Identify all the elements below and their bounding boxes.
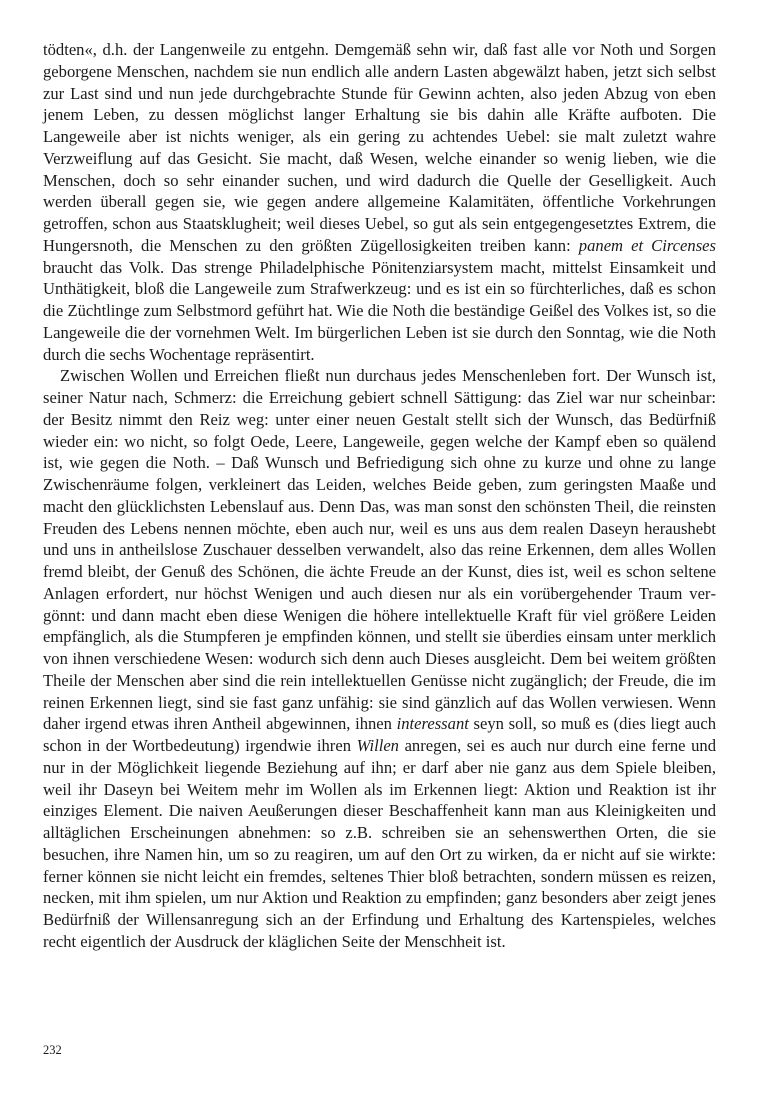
paragraph-2-italic-word-2: Willen: [356, 736, 399, 755]
page-number: 232: [43, 1043, 62, 1057]
paragraph-1-italic-phrase: panem et Circenses: [578, 235, 716, 255]
body-text: [43, 39, 716, 953]
paragraph-2-text-2: seyn soll, so muß es (dies liegt auch schon in der Wortbedeutung) irgendwie ihren: [43, 714, 716, 755]
paragraph-2-italic-word-1: interessant: [396, 714, 469, 734]
paragraph-1-text-1: tödten«, d.h. der Langenweile zu entgehn. Demgemäß sehn wir, daß fast alle vor Noth und Sorgen geborgene Menschen, nachdem sie nun endlich alle andern Lasten abgewälzt haben, jetzt sich selbst zur Last sind und nun jede durchgebrachte Stunde für Gewinn achten, also jeden Abzug von eben jenem Leben, zu dessen möglichst langer Erhaltung sie bis dahin alle Kräfte aufboten. Die Langeweile aber ist nichts weniger, als ein gering zu achtendes Uebel: sie malt zuletzt wahre Verzweiflung auf das Gesicht. Sie macht, daß Wesen, welche einander so wenig lieben, wie die Menschen, doch so sehr einander suchen, und wird dadurch die Quelle der Geselligkeit. Auch werden überall gegen sie, wie gegen andere allgemeine Kalamitäten, öffentliche Vorkehrungen getroffen, schon aus Staatsklugheit; weil dieses Uebel, so gut als sein entgegengesetztes Extrem, die Hungersnoth, die Menschen zu den größten Zügellosigkeiten treiben kann:: [43, 40, 716, 255]
paragraph-2: [43, 365, 716, 952]
paragraph-1-text-2: braucht das Volk. Das strenge Philadelphische Pönitenziarsystem macht, mittelst Einsamkeit und Unthätigkeit, bloß die Langeweile zum Strafwerkzeug: und es ist ein so fürchterliches, daß es schon die Züchtlinge zum Selbstmord geführt hat. Wie die Noth die beständige Geißel des Volkes ist, so die Langeweile die der vornehmen Welt. Im bürgerlichen Leben ist sie durch den Sonntag, wie die Noth durch die sechs Wochentage repräsentirt.: [43, 257, 716, 364]
paragraph-2-text-1: Zwischen Wollen und Erreichen fließt nun durchaus jedes Menschenleben fort. Der Wunsch ist, seiner Natur nach, Schmerz: die Erreichung gebiert schnell Sättigung: das Ziel war nur scheinbar: der Besitz nimmt den Reiz weg: unter einer neuen Gestalt stellt sich der Wunsch, das Bedürfniß wieder ein: wo nicht, so folgt Oede, Leere, Langeweile, gegen welche der Kampf eben so quälend ist, wie gegen die Noth. – Daß Wunsch und Befriedigung sich ohne zu kurze und ohne zu lange Zwischenräume folgen, verkleinert das Leiden, welches Beide geben, zum geringsten Maaße und macht den glücklichsten Lebenslauf aus. Denn Das, was man sonst den schönsten Theil, die reinsten Freuden des Lebens nennen möchte, eben auch nur, weil es uns aus dem realen Daseyn heraushebt und uns in antheilslose Zuschauer desselben verwandelt, also das reine Erkennen, dem alles Wollen fremd bleibt, der Genuß des Schönen, die ächte Freude an der Kunst, dies ist, weil es schon seltene Anlagen erfordert, nur höchst Wenigen und auch diesen nur als ein vorübergehender Traum vergönnt: und dann macht eben diese Wenigen die höhere intellektuelle Kraft für viel größere Leiden empfänglich, als die Stumpferen je empfinden können, und stellt sie überdies einsam unter merklich von ihnen verschiedene Wesen: wodurch sich denn auch Dieses ausgleicht. Dem bei weitem größten Theile der Menschen aber sind die rein intellektuellen Genüsse nicht zugänglich; der Freude, die im reinen Erkennen liegt, sind sie fast ganz unfähig: sie sind gänzlich auf das Wollen verwiesen. Wenn daher irgend etwas ihren Antheil abgewinnen, ihnen: [43, 366, 716, 734]
paragraph-2-text-3: anregen, sei es auch nur durch eine ferne und nur in der Möglichkeit liegende Beziehung auf ihn; er darf aber nie ganz aus dem Spiele bleiben, weil ihr Daseyn bei Weitem mehr im Wollen als im Erkennen liegt: Aktion und Reaktion ist ihr einziges Element. Die naiven Aeußerungen dieser Beschaffenheit kann man aus Kleinigkeiten und alltäglichen Erscheinungen abnehmen: so z.B. schreiben sie an sehenswerthen Orten, die sie besuchen, ihre Namen hin, um so zu reagiren, um auf den Ort zu wirken, da er nicht auf sie wirkte: ferner können sie nicht leicht ein fremdes, seltenes Thier bloß betrachten, sondern müssen es reizen, necken, mit ihm spielen, um nur Aktion und Reaktion zu empfinden; ganz besonders aber zeigt jenes Bedürfniß der Willensanregung sich an der Erfindung und Erhaltung des Kartenspieles, welches recht eigentlich der Ausdruck der kläglichen Seite der Menschheit ist.: [43, 736, 716, 951]
paragraph-1: [43, 39, 716, 365]
